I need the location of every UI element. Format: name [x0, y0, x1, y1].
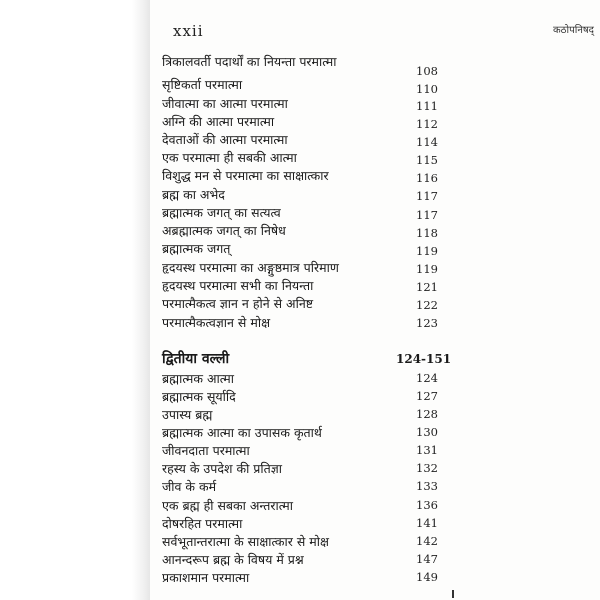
toc-entry-page: 124 [416, 371, 438, 385]
toc-entry-page: 142 [416, 534, 438, 548]
toc-entry-page: 110 [416, 82, 438, 96]
toc-entry-page: 122 [416, 298, 438, 312]
toc-entry-title: ब्रह्मात्मक जगत् का सत्यत्व [162, 205, 281, 220]
toc-entry-title: प्रकाशमान परमात्मा [162, 570, 250, 585]
section-heading: द्वितीया वल्ली [162, 351, 230, 367]
toc-entry-title: ब्रह्मात्मक आत्मा [162, 371, 234, 386]
toc-entry-page: 131 [416, 443, 438, 457]
toc-entry-title: दोषरहित परमात्मा [162, 516, 243, 531]
toc-entry-page: 119 [416, 262, 438, 276]
toc-entry-page: 115 [416, 153, 438, 167]
toc-entry-page: 149 [416, 570, 438, 584]
toc-entry-page: 133 [416, 479, 438, 493]
book-spine-shadow [0, 0, 150, 600]
toc-entry-title: अग्नि की आत्मा परमात्मा [162, 114, 275, 129]
toc-entry-page: 141 [416, 516, 438, 530]
toc-entry-title: ब्रह्म का अभेद [162, 187, 225, 202]
toc-entry-title: रहस्य के उपदेश की प्रतिज्ञा [162, 461, 283, 476]
toc-entry-title: ब्रह्मात्मक सूर्यादि [162, 389, 236, 404]
toc-entry-title: उपास्य ब्रह्म [162, 407, 213, 422]
toc-entry-title: परमात्मैकत्व ज्ञान न होने से अनिष्ट [162, 296, 314, 311]
toc-entry-title: ब्रह्मात्मक जगत् [162, 241, 231, 256]
toc-entry-page: 108 [416, 64, 438, 78]
toc-entry-page: 117 [416, 189, 438, 203]
toc-entry-page: 121 [416, 280, 438, 294]
toc-entry-title: त्रिकालवर्ती पदार्थों का नियन्ता परमात्मा [162, 54, 337, 69]
toc-entry-title: विशुद्ध मन से परमात्मा का साक्षात्कार [162, 168, 329, 183]
page-number-roman: xxii [173, 22, 204, 40]
toc-entry-page: 147 [416, 552, 438, 566]
toc-entry-page: 112 [416, 117, 438, 131]
toc-entry-title: एक परमात्मा ही सबकी आत्मा [162, 150, 297, 165]
toc-entry-title: देवताओं की आत्मा परमात्मा [162, 132, 288, 147]
toc-entry-page: 130 [416, 425, 438, 439]
toc-entry-page: 127 [416, 389, 438, 403]
toc-entry-page: 111 [416, 99, 438, 113]
toc-entry-title: सृष्टिकर्ता परमात्मा [162, 77, 243, 92]
toc-entry-page: 132 [416, 461, 438, 475]
section-page-range: 124-151 [396, 352, 452, 366]
toc-entry-title: सर्वभूतान्तरात्मा के साक्षात्कार से मोक्ष [162, 534, 329, 549]
toc-entry-page: 136 [416, 498, 438, 512]
toc-entry-page: 123 [416, 316, 438, 330]
toc-entry-page: 114 [416, 135, 438, 149]
toc-entry-title: जीवात्मा का आत्मा परमात्मा [162, 96, 288, 111]
toc-entry-title: हृदयस्थ परमात्मा का अङ्गुष्ठमात्र परिमाण [162, 260, 339, 275]
toc-entry-page: 119 [416, 244, 438, 258]
toc-entry-title: आनन्दरूप ब्रह्म के विषय में प्रश्न [162, 552, 304, 567]
toc-entry-title: जीव के कर्म [162, 479, 217, 494]
toc-entry-page: 118 [416, 226, 438, 240]
page-edge-mark [452, 590, 454, 598]
toc-entry-title: परमात्मैकत्वज्ञान से मोक्ष [162, 315, 271, 330]
toc-entry-title: एक ब्रह्म ही सबका अन्तरात्मा [162, 498, 293, 513]
running-title: कठोपनिषद् [553, 25, 594, 36]
toc-entry-page: 128 [416, 407, 438, 421]
toc-entry-title: अब्रह्मात्मक जगत् का निषेध [162, 223, 286, 238]
toc-entry-page: 117 [416, 208, 438, 222]
toc-entry-title: ब्रह्मात्मक आत्मा का उपासक कृतार्थ [162, 425, 322, 440]
toc-entry-page: 116 [416, 171, 438, 185]
toc-entry-title: जीवनदाता परमात्मा [162, 443, 250, 458]
toc-entry-title: हृदयस्थ परमात्मा सभी का नियन्ता [162, 278, 314, 293]
